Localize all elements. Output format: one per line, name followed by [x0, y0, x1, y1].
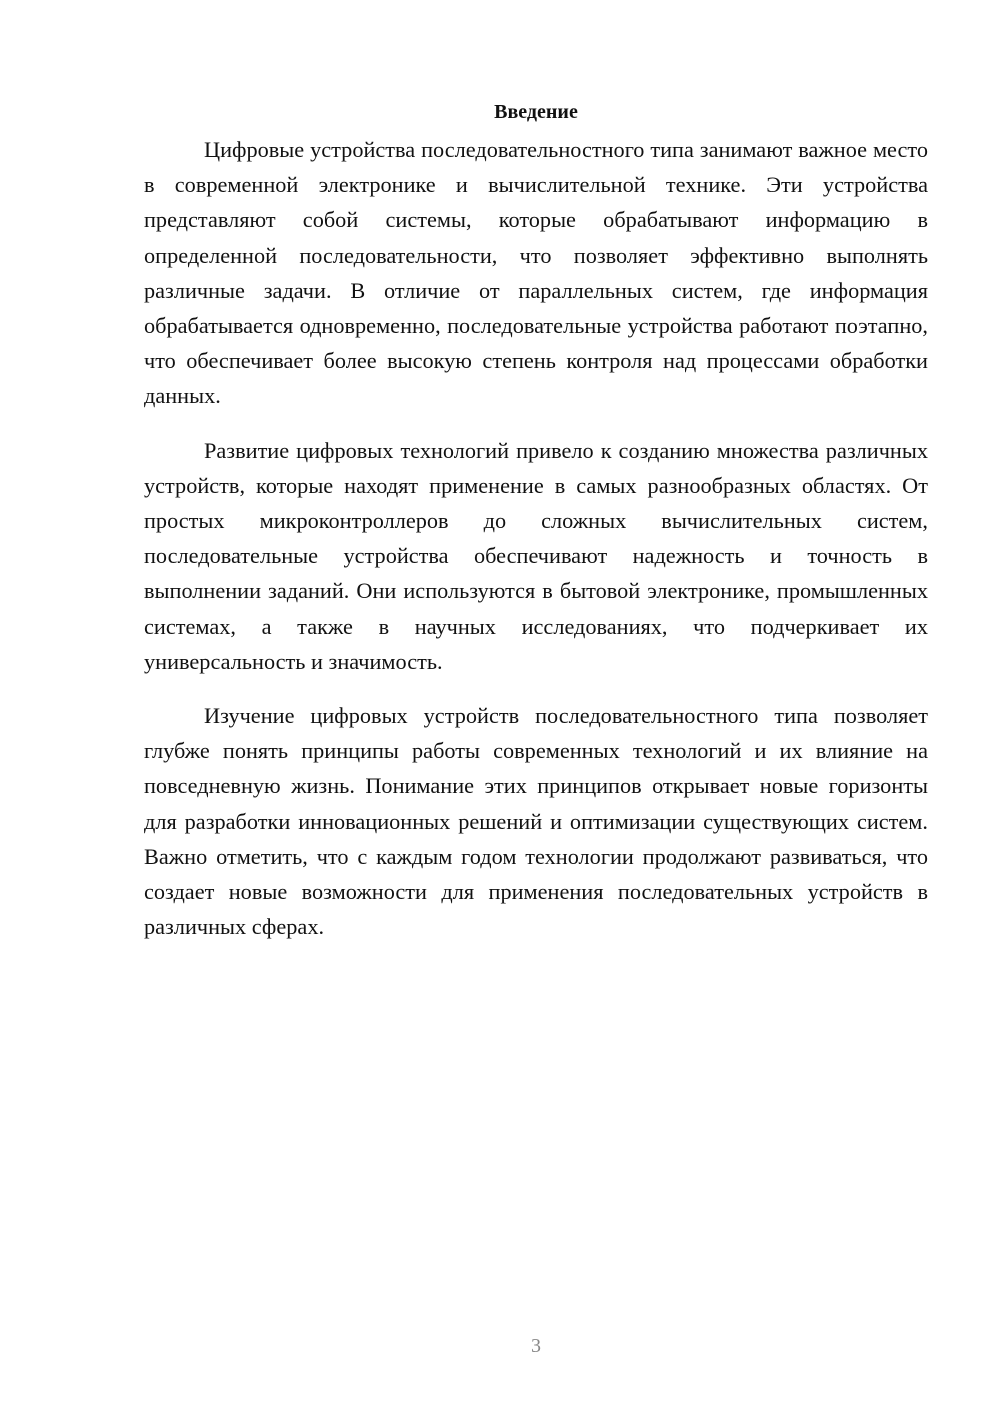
paragraph-2: Развитие цифровых технологий привело к созданию множества различных устройств, которые находят применение в самых разнообразных областях. От простых микроконтроллеров до сложных вычислительных систем, последовательные устройства обеспечивают надежность и точность в выполнении заданий. Они используются в бытовой электронике, промышленных системах, а также в научных исследованиях, что подчеркивает их универсальность и значимость. [144, 437, 928, 674]
page-number: 3 [531, 1335, 541, 1357]
page-title: Введение [494, 101, 578, 123]
page-content [144, 96, 928, 963]
paragraph-3: Изучение цифровых устройств последовательностного типа позволяет глубже понять принципы работы современных технологий и их влияние на повседневную жизнь. Понимание этих принципов открывает новые горизонты для разработки инновационных решений и оптимизации существующих систем. Важно отметить, что с каждым годом технологии продолжают развиваться, что создает новые возможности для применения последовательных устройств в различных сферах. [144, 703, 928, 940]
paragraph-1: Цифровые устройства последовательностного типа занимают важное место в современной электронике и вычислительной технике. Эти устройства представляют собой системы, которые обрабатывают информацию в определенной последовательности, что позволяет эффективно выполнять различные задачи. В отличие от параллельных систем, где информация обрабатывается одновременно, последовательные устройства работают поэтапно, что обеспечивает более высокую степень контроля над процессами обработки данных. [144, 137, 928, 409]
